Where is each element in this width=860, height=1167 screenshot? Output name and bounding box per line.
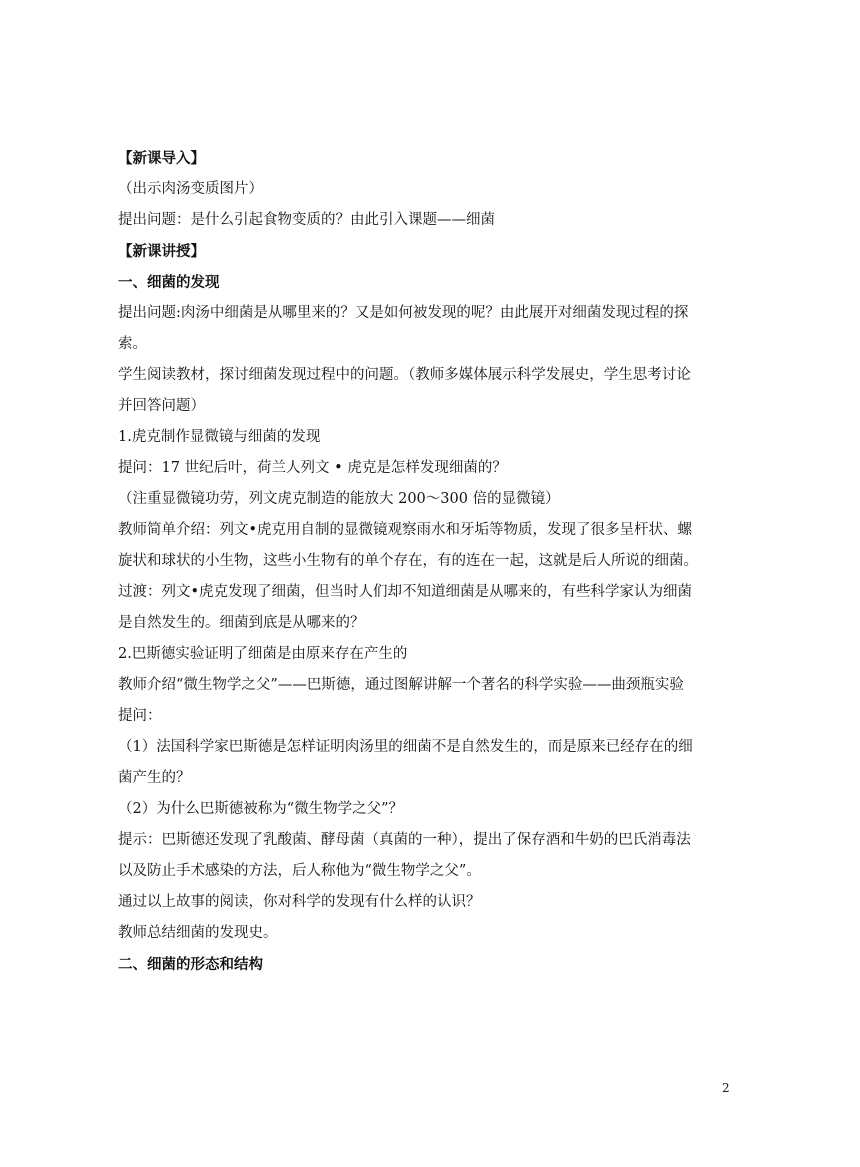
paragraph-line: 提出问题：是什么引起食物变质的？由此引入课题——细菌: [118, 212, 495, 228]
paragraph-line: 旋状和球状的小生物，这些小生物有的单个存在，有的连在一起，这就是后人所说的细菌。: [118, 553, 698, 569]
paragraph-line: 2.巴斯德实验证明了细菌是由原来存在产生的: [118, 646, 408, 662]
paragraph-line: 提示：巴斯德还发现了乳酸菌、酵母菌（真菌的一种），提出了保存酒和牛奶的巴氏消毒法: [118, 832, 691, 848]
document-body: [118, 146, 734, 983]
paragraph-line: 过渡：列文•虎克发现了细菌，但当时人们却不知道细菌是从哪来的，有些科学家认为细菌: [118, 584, 693, 600]
paragraph-line: 是自然发生的。细菌到底是从哪来的？: [118, 615, 365, 631]
paragraph-line: 教师总结细菌的发现史。: [118, 925, 278, 941]
paragraph-line: 通过以上故事的阅读，你对科学的发现有什么样的认识？: [118, 894, 481, 910]
paragraph-line: 1.虎克制作显微镜与细菌的发现: [118, 429, 321, 445]
paragraph-line: 提问：: [118, 708, 162, 724]
subsection-heading-morphology: 二、细菌的形态和结构: [118, 956, 263, 973]
paragraph-line: （出示肉汤变质图片）: [118, 181, 263, 197]
paragraph-line: 学生阅读教材，探讨细菌发现过程中的问题。（教师多媒体展示科学发展史，学生思考讨论: [118, 367, 691, 383]
paragraph-line: 教师介绍“微生物学之父”——巴斯德，通过图解讲解一个著名的科学实验——曲颈瓶实验: [118, 677, 684, 693]
subsection-heading-discovery: 一、细菌的发现: [118, 274, 220, 291]
paragraph-line: （2）为什么巴斯德被称为“微生物学之父”？: [118, 801, 404, 817]
paragraph-line: 菌产生的？: [118, 770, 191, 786]
paragraph-line: 教师简单介绍：列文•虎克用自制的显微镜观察雨水和牙垢等物质，发现了很多呈杆状、螺: [118, 522, 693, 538]
paragraph-line: 并回答问题）: [118, 398, 205, 414]
paragraph-line: 索。: [118, 336, 147, 352]
paragraph-line: 以及防止手术感染的方法，后人称他为“微生物学之父”。: [118, 863, 481, 879]
section-heading-lecture: 【新课讲授】: [118, 243, 205, 260]
paragraph-line: 提问：17 世纪后叶，荷兰人列文 • 虎克是怎样发现细菌的？: [118, 460, 507, 476]
section-heading-intro: 【新课导入】: [118, 150, 205, 167]
paragraph-line: （注重显微镜功劳，列文虎克制造的能放大 200～300 倍的显微镜）: [118, 491, 560, 507]
paragraph-line: 提出问题:肉汤中细菌是从哪里来的？又是如何被发现的呢？由此展开对细菌发现过程的探: [118, 305, 689, 321]
page-number: 2: [722, 1081, 730, 1095]
paragraph-line: （1）法国科学家巴斯德是怎样证明肉汤里的细菌不是自然发生的，而是原来已经存在的细: [118, 739, 693, 755]
